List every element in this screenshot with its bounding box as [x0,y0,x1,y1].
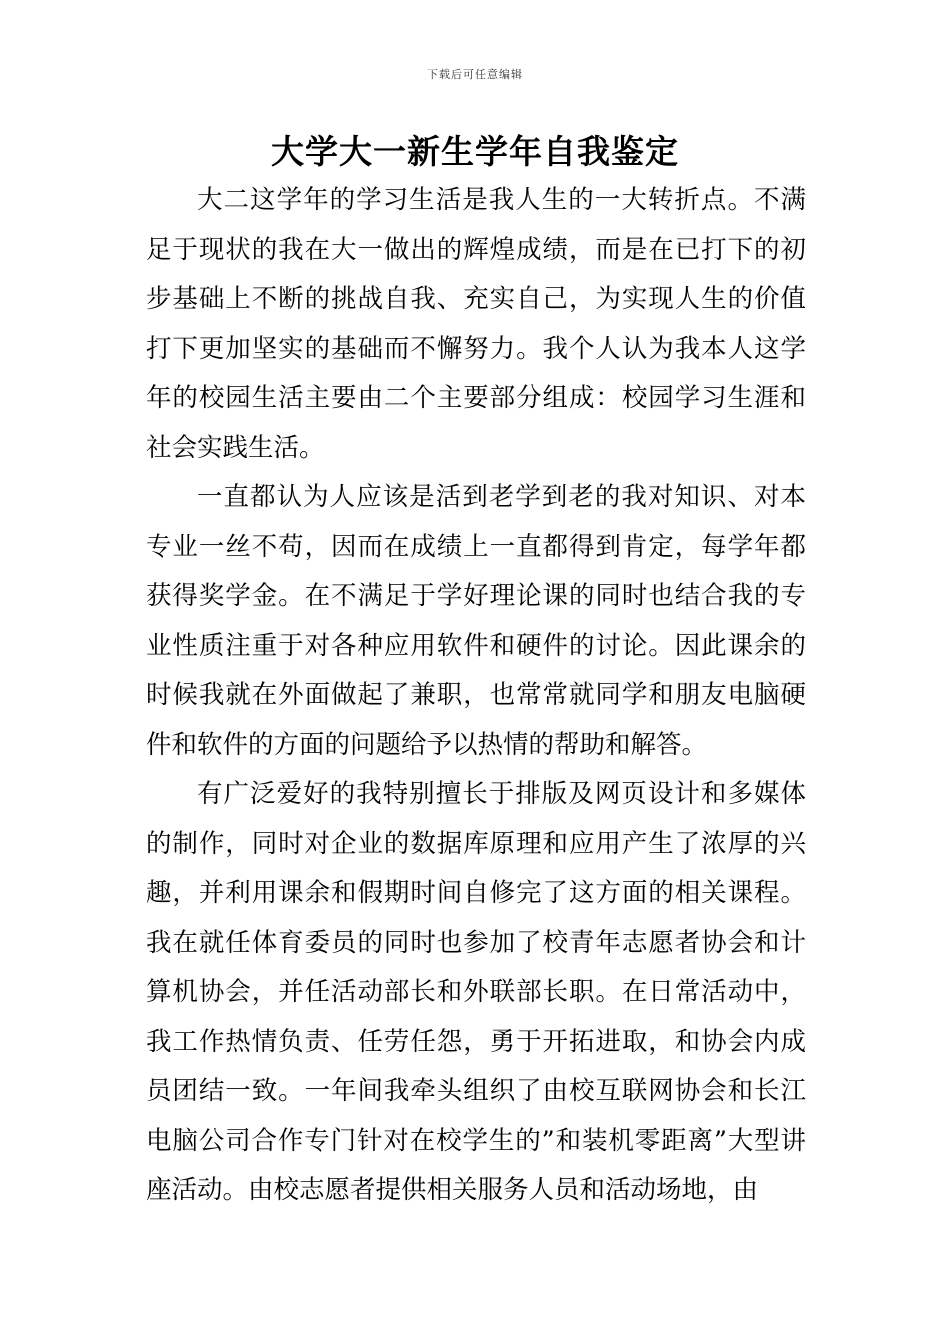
document-title: 大学大一新生学年自我鉴定 [271,132,679,171]
header-note: 下载后可任意编辑 [427,68,523,81]
paragraph-2: 一直都认为人应该是活到老学到老的我对知识、对本专业一丝不苟，因而在成绩上一直都得到肯定，每学年都获得奖学金。在不满足于学好理论课的同时也结合我的专业性质注重于对各种应用软件和硬件的讨论。因此课余的时候我就在外面做起了兼职，也常常就同学和朋友电脑硬件和软件的方面的问题给予以热情的帮助和解答。 [146,482,806,760]
paragraph-3: 有广泛爱好的我特别擅长于排版及网页设计和多媒体的制作，同时对企业的数据库原理和应用产生了浓厚的兴趣，并利用课余和假期时间自修完了这方面的相关课程。我在就任体育委员的同时也参加了校青年志愿者协会和计算机协会，并任活动部长和外联部长职。在日常活动中，我工作热情负责、任劳任怨，勇于开拓进取，和协会内成员团结一致。一年间我牵头组织了由校互联网协会和长江电脑公司合作专门针对在校学生的”和装机零距离”大型讲座活动。由校志愿者提供相关服务人员和活动场地，由 [146,779,806,1205]
document-body [146,176,806,1216]
paragraph-1: 大二这学年的学习生活是我人生的一大转折点。不满足于现状的我在大一做出的辉煌成绩，而是在已打下的初步基础上不断的挑战自我、充实自己，为实现人生的价值打下更加坚实的基础而不懈努力。我个人认为我本人这学年的校园生活主要由二个主要部分组成：校园学习生涯和社会实践生活。 [146,185,806,463]
